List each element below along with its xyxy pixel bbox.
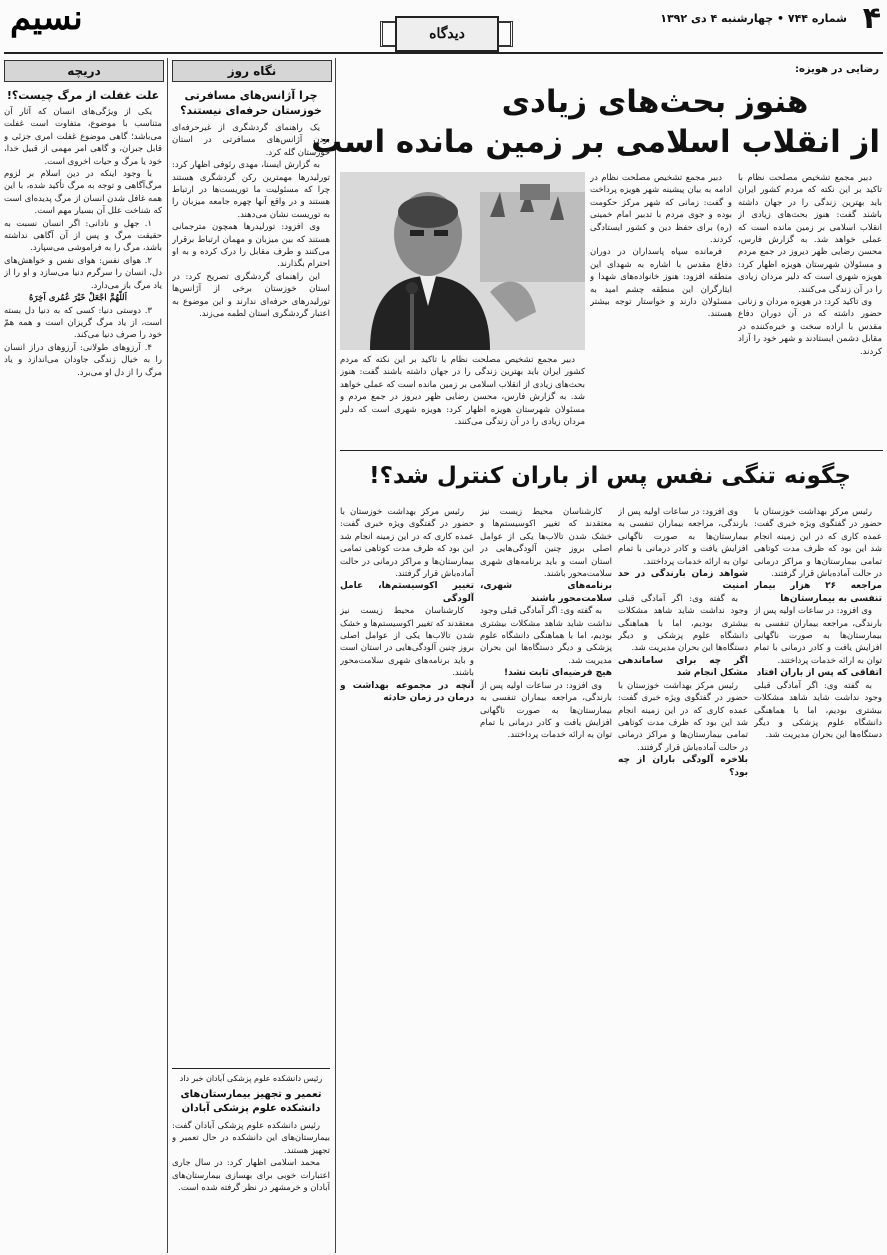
subhead-6: اگر چه برای ساماندهی مشکل انجام شد	[618, 655, 748, 679]
daricheh-paragraph-1: یکی از ویژگی‌های انسان که آثار آن متناسب با موضوع، متفاوت است غفلت می‌باشد؛ گاهی موضوع غفلت امری جزئی و قابل جبران، و گاهی امر مهمی از قبیل خدا، خود یا مرگ و حیات اخروی است.	[4, 107, 162, 167]
subhead-5: هیچ فرضیه‌ای ثابت نشد!	[504, 668, 612, 679]
lead-paragraph-5: دبیر مجمع تشخیص مصلحت نظام با تاکید بر این نکته که مردم کشور ایران باید بهترین زندگی را در جهان داشته باشند گفت: هنوز بحث‌های زیادی از انقلاب اسلامی بر زمین مانده است که عملی خواهد شد. به گزارش فارس، محسن رضایی ظهر دیروز در جمع مردم و مسئولان شهرستان هویزه اظهار کرد: هویزه شهری است که دلیر مردان زیادی را در آن زندگی می‌کنند.	[340, 355, 585, 428]
second-paragraph-4: وی افزود: در ساعات اولیه پس از بارندگی، مراجعه بیماران تنفسی به بیمارستان‌ها به صورت ناگهانی افزایش یافت و کادر درمانی با تمام توان به ارائه خدمات پرداختند.	[618, 507, 748, 567]
second-paragraph-10: رئیس مرکز بهداشت خوزستان با حضور در گفتگوی ویژه خبری گفت: عمده کاری که در این زمینه انجام شد این بود که ظرف مدت کوتاهی تمامی بیمارستان‌ها و مراکز درمانی در حالت آماده‌باش قرار گرفتند.	[340, 507, 474, 580]
lead-headline-line2: از انقلاب اسلامی بر زمین مانده است	[311, 124, 880, 160]
lead-paragraph-4: فرمانده سپاه پاسداران در دوران دفاع مقدس با اشاره به شهدای این منطقه افزود: هنوز خانواده‌های شهدا و ایثارگران این منطقه چشم امید به مسئولان دارند و خواستار توجه بیشتر هستند.	[590, 247, 732, 320]
paper-logo: نسیم	[10, 0, 83, 38]
lead-headline-line1: هنوز بحث‌های زیادی	[501, 84, 809, 120]
second-paragraph-1: رئیس مرکز بهداشت خوزستان با حضور در گفتگوی ویژه خبری گفت: عمده کاری که در این زمینه انجام شد این بود که ظرف مدت کوتاهی تمامی بیمارستان‌ها و مراکز درمانی در حالت آماده‌باش قرار گرفتند.	[754, 507, 882, 580]
daricheh-headline: علت غفلت از مرگ چیست؟!	[6, 89, 160, 102]
portrait-illustration	[340, 172, 585, 350]
second-paragraph-5: به گفته وی: اگر آمادگی قبلی وجود نداشت شاید شاهد مشکلات بیشتری بودیم، اما با هماهنگی دانشگاه علوم پزشکی و دیگر دستگاه‌ها این بحران مدیریت شد.	[618, 593, 748, 654]
masthead-rule	[4, 52, 883, 54]
second-paragraph-11: کارشناسان محیط زیست نیز معتقدند که تغییر اکوسیستم‌ها و خشک شدن تالاب‌ها یکی از عوامل اصلی بروز چنین آلودگی‌هایی در استان است و باید برنامه‌های شهری سلامت‌محور باشند.	[340, 606, 474, 679]
subhead-4: تغییر اکوسیستم‌ها، عامل آلودگی	[340, 581, 474, 604]
subhead-2: شواهد زمان بارندگی در حد امنیت	[618, 569, 748, 592]
second-headline: چگونه تنگی نفس پس از باران کنترل شد؟!	[369, 463, 851, 489]
daricheh-paragraph-2: با وجود اینکه در دین اسلام بر لزوم مرگ‌آگاهی و توجه به مرگ تأکید شده، با این همه غافل شدن انسان از مرگ پدیده‌ای است که شناخت علل آن بسیار مهم است.	[4, 169, 162, 217]
lead-paragraph-1: دبیر مجمع تشخیص مصلحت نظام با تاکید بر این نکته که مردم کشور ایران باید بهترین زندگی را در جهان داشته باشند گفت: هنوز بحث‌های زیادی از انقلاب اسلامی بر زمین مانده است که عملی خواهد شد. به گزارش فارس، محسن رضایی ظهر دیروز در جمع مردم و مسئولان شهرستان هویزه اظهار کرد: هویزه شهری است که دلیر مردان زیادی را در آن زندگی می‌کنند.	[738, 173, 882, 295]
nigah-body	[172, 122, 330, 1062]
nigah-note-headline: تعمیر و تجهیز بیمارستان‌های دانشکده علوم پزشکی آبادان	[180, 1089, 322, 1114]
second-paragraph-3: به گفته وی: اگر آمادگی قبلی وجود نداشت شاید شاهد مشکلات بیشتری بودیم، اما با هماهنگی دانشگاه علوم پزشکی و دیگر دستگاه‌ها این بحران مدیریت شد.	[754, 680, 882, 741]
nigah-paragraph-2: به گزارش ایسنا، مهدی رئوفی اظهار کرد: تورلیدرها مهمترین رکن گردشگری هستند چرا که مسئولیت ما توریست‌ها در ارتباط هستند و در واقع آنها چهره جامعه میزبان را به توریست نشان می‌دهند.	[172, 160, 330, 220]
subhead-9: آنچه در مجموعه بهداشت و درمان در زمان حادثه	[340, 680, 474, 704]
subhead-7: بلاخره آلودگی باران از چه بود؟	[618, 755, 748, 778]
second-body-col3	[480, 506, 612, 1251]
second-body-col1	[754, 506, 882, 1251]
rezaei-photo	[340, 172, 585, 350]
separator-nigah-daricheh	[167, 58, 168, 1253]
second-body-col4	[340, 506, 474, 1251]
second-paragraph-2: وی افزود: در ساعات اولیه پس از بارندگی، مراجعه بیماران تنفسی به بیمارستان‌ها به صورت ناگهانی افزایش یافت و کادر درمانی با تمام توان به ارائه خدمات پرداختند.	[754, 606, 882, 666]
lead-paragraph-3: دبیر مجمع تشخیص مصلحت نظام در ادامه به بیان پیشینه شهر هویزه پرداخت و گفت: زمانی که شهر مرکز حکومت بوده و جوی مردم با تدبیر امام خمینی (ره) برای حفظ دین و کشور ایستادگی کردند.	[590, 173, 732, 246]
daricheh-paragraph-5: ۳. دوستی دنیا: کسی که به دنیا دل بسته است، از یاد مرگ گریزان است و همه همّ خود را صرف دنیا می‌کند.	[4, 305, 162, 341]
daricheh-paragraph-6: ۴. آرزوهای طولانی: آرزوهای دراز انسان را به خیال زندگی جاودان می‌اندازد و یاد مرگ را از دل او می‌برد.	[4, 342, 162, 378]
second-paragraph-6: رئیس مرکز بهداشت خوزستان با حضور در گفتگوی ویژه خبری گفت: عمده کاری که در این زمینه انجام شد این بود که ظرف مدت کوتاهی تمامی بیمارستان‌ها و مراکز درمانی در حالت آماده‌باش قرار گرفتند.	[618, 680, 748, 753]
nigah-header: نگاه روز	[172, 60, 332, 82]
banner-ornament-left	[380, 21, 395, 47]
second-paragraph-9: وی افزود: در ساعات اولیه پس از بارندگی، مراجعه بیماران تنفسی به بیمارستان‌ها به صورت ناگهانی افزایش یافت و کادر درمانی با تمام توان به ارائه خدمات پرداختند.	[480, 680, 612, 741]
nigah-note-kicker: رئیس دانشکده علوم پزشکی آبادان خبر داد	[179, 1074, 323, 1083]
page-number: ۴	[862, 1, 881, 36]
daricheh-body	[4, 106, 162, 1251]
nigah-note-rule	[172, 1068, 330, 1069]
subhead-3: برنامه‌های شهری، سلامت‌محور باشند	[480, 581, 612, 604]
daricheh-paragraph-3: ۱. جهل و نادانی: اگر انسان نسبت به حقیقت مرگ و پس از آن آگاهی نداشته باشد، مرگ را به فراموشی می‌سپارد.	[4, 218, 162, 254]
issue-line: شماره ۷۴۴ • چهارشنبه ۴ دی ۱۳۹۲	[660, 12, 847, 25]
daricheh-quote: اَللّهُمَّ اجْعَلْ خَیْرَ عُمُری آخِرَهُ	[29, 293, 127, 304]
section-banner	[395, 16, 499, 52]
nigah-note-paragraph-2: محمد اسلامی اظهار کرد: در سال جاری اعتبارات خوبی برای بهسازی بیمارستان‌های آبادان و خرمشهر در نظر گرفته شده است.	[172, 1158, 330, 1194]
section-title: دیدگاه	[429, 26, 465, 42]
lead-body-col3	[340, 354, 585, 444]
lead-body-col2	[590, 172, 732, 442]
lead-body-col1	[738, 172, 882, 442]
subhead-1: مراجعه ۲۶ هزار بیمار تنفسی به بیمارستان‌ها	[754, 581, 882, 604]
second-paragraph-7: کارشناسان محیط زیست نیز معتقدند که تغییر اکوسیستم‌ها و خشک شدن تالاب‌ها یکی از عوامل اصلی بروز چنین آلودگی‌هایی در استان است و باید برنامه‌های شهری سلامت‌محور باشند.	[480, 507, 612, 580]
daricheh-header: دریچه	[4, 60, 164, 82]
banner-ornament-right	[498, 21, 513, 47]
second-body-col2	[618, 506, 748, 1251]
nigah-paragraph-3: وی افزود: تورلیدرها همچون مترجمانی هستند که بین میزبان و مهمان ارتباط برقرار می‌کنند و طرف مقابل را درک کرده و به او احترام بگذارند.	[172, 222, 330, 270]
lead-paragraph-2: وی تاکید کرد: در هویزه مردان و زنانی حضور داشته که در آن دوران دفاع مقدس با اراده سخت و خیره‌کننده در مقابل دشمن ایستادند و شهر خود را آزاد کردند.	[738, 297, 882, 357]
nigah-paragraph-1: یک راهنمای گردشگری از غیرحرفه‌ای بودن آژانس‌های مسافرتی در استان خوزستان گله کرد.	[172, 123, 330, 158]
nigah-note-paragraph-1: رئیس دانشکده علوم پزشکی آبادان گفت: بیمارستان‌های این دانشکده در حال تعمیر و تجهیز هستند.	[172, 1121, 330, 1156]
second-paragraph-8: به گفته وی: اگر آمادگی قبلی وجود نداشت شاید شاهد مشکلات بیشتری بودیم، اما با هماهنگی دانشگاه علوم پزشکی و دیگر دستگاه‌ها این بحران مدیریت شد.	[480, 606, 612, 666]
daricheh-paragraph-4: ۲. هوای نفس: هوای نفس و خواهش‌های دل، انسان را سرگرم دنیا می‌سازد و او را از یاد مرگ باز می‌دارد.	[4, 255, 162, 291]
subhead-8: اتفاقی که پس از باران افتاد	[756, 668, 882, 679]
nigah-headline: چرا آژانس‌های مسافرتی خوزستان حرفه‌ای نیستند؟	[180, 89, 322, 117]
lead-kicker: رضایی در هویزه:	[795, 64, 879, 75]
lead-bottom-rule	[340, 450, 883, 451]
nigah-paragraph-4: این راهنمای گردشگری تصریح کرد: در استان خوزستان برخی از آژانس‌ها تورلیدرهای حرفه‌ای ندارند و این موضوع به اعتبار گردشگری استان لطمه می‌زند.	[172, 271, 330, 320]
separator-main-nigah	[335, 58, 336, 1253]
nigah-note-body	[172, 1120, 330, 1250]
